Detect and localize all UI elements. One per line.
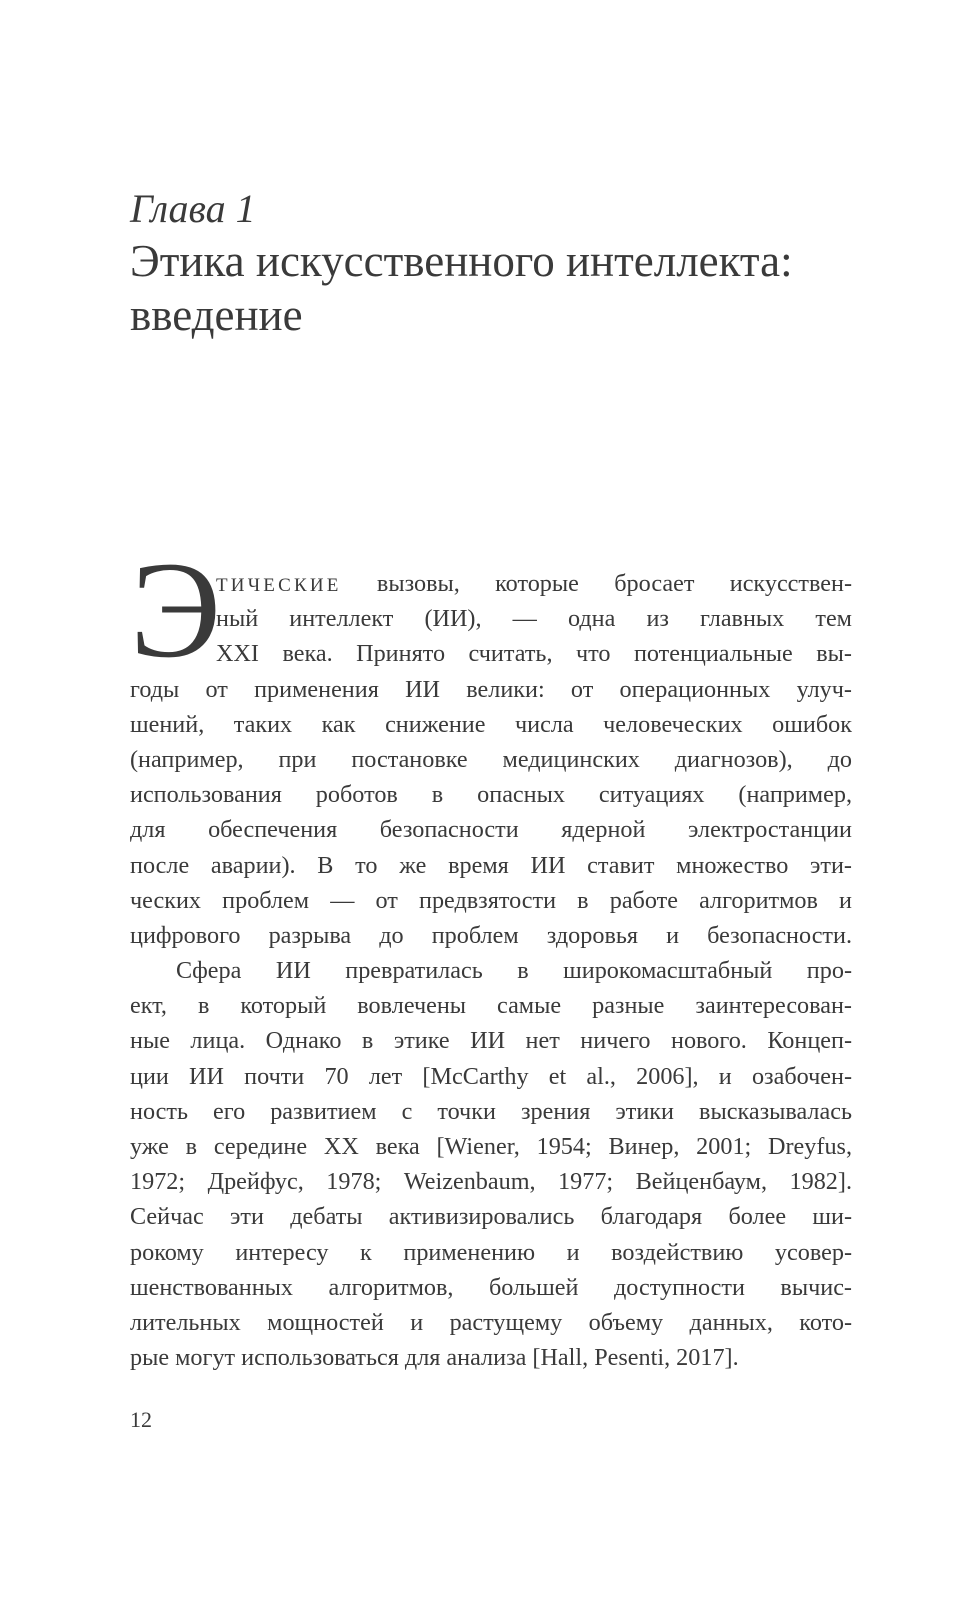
- text-line: шений, таких как снижение числа человеческих ошибок: [130, 710, 852, 738]
- text-line: для обеспечения безопасности ядерной электростанции: [130, 816, 852, 844]
- chapter-title: [130, 234, 870, 342]
- text-line: рокому интересу к применению и воздействию усовер-: [130, 1238, 852, 1266]
- text-line: (например, при постановке медицинских диагнозов), до: [130, 745, 852, 773]
- text-line: шенствованных алгоритмов, большей доступности вычис-: [130, 1273, 852, 1301]
- chapter-title-line: введение: [130, 290, 303, 340]
- text-line: ные лица. Однако в этике ИИ нет ничего нового. Концеп-: [130, 1027, 852, 1055]
- text-line: ность его развитием с точки зрения этики высказывалась: [130, 1097, 852, 1125]
- text-segment: вызовы, которые бросает искусствен-: [341, 570, 852, 597]
- text-line: годы от применения ИИ велики: от операционных улуч-: [130, 675, 852, 703]
- text-line: ческих проблем — от предвзятости в работе алгоритмов и: [130, 886, 852, 914]
- text-line: ции ИИ почти 70 лет [McCarthy et al., 2006], и озабочен-: [130, 1062, 852, 1090]
- text-line: 1972; Дрейфус, 1978; Weizenbaum, 1977; Вейценбаум, 1982].: [130, 1168, 852, 1196]
- page-number: 12: [130, 1407, 152, 1432]
- text-line: использования роботов в опасных ситуациях (например,: [130, 781, 852, 809]
- text-line: ект, в который вовлечены самые разные заинтересован-: [130, 992, 852, 1020]
- text-line: цифрового разрыва до проблем здоровья и безопасности.: [130, 921, 852, 949]
- text-line: рые могут использоваться для анализа [Hall, Pesenti, 2017].: [130, 1344, 739, 1372]
- text-line: после аварии). В то же время ИИ ставит множество эти-: [130, 851, 852, 879]
- text-line: Сфера ИИ превратилась в широкомасштабный про-: [176, 957, 852, 985]
- text-line: [216, 566, 852, 601]
- text-line: ный интеллект (ИИ), — одна из главных тем: [216, 605, 852, 633]
- text-line: Сейчас эти дебаты активизировались благодаря более ши-: [130, 1203, 852, 1231]
- body-text: [130, 566, 852, 1375]
- chapter-title-line: Этика искусственного интеллекта:: [130, 236, 793, 286]
- drop-cap: Э: [130, 533, 222, 686]
- text-line: XXI века. Принято считать, что потенциальные вы-: [216, 640, 852, 668]
- chapter-label: Глава 1: [130, 186, 256, 231]
- text-line: уже в середине XX века [Wiener, 1954; Винер, 2001; Dreyfus,: [130, 1133, 852, 1160]
- text-line: лительных мощностей и растущему объему данных, кото-: [130, 1308, 852, 1336]
- lead-smallcaps: ТИЧЕСКИЕ: [216, 575, 342, 596]
